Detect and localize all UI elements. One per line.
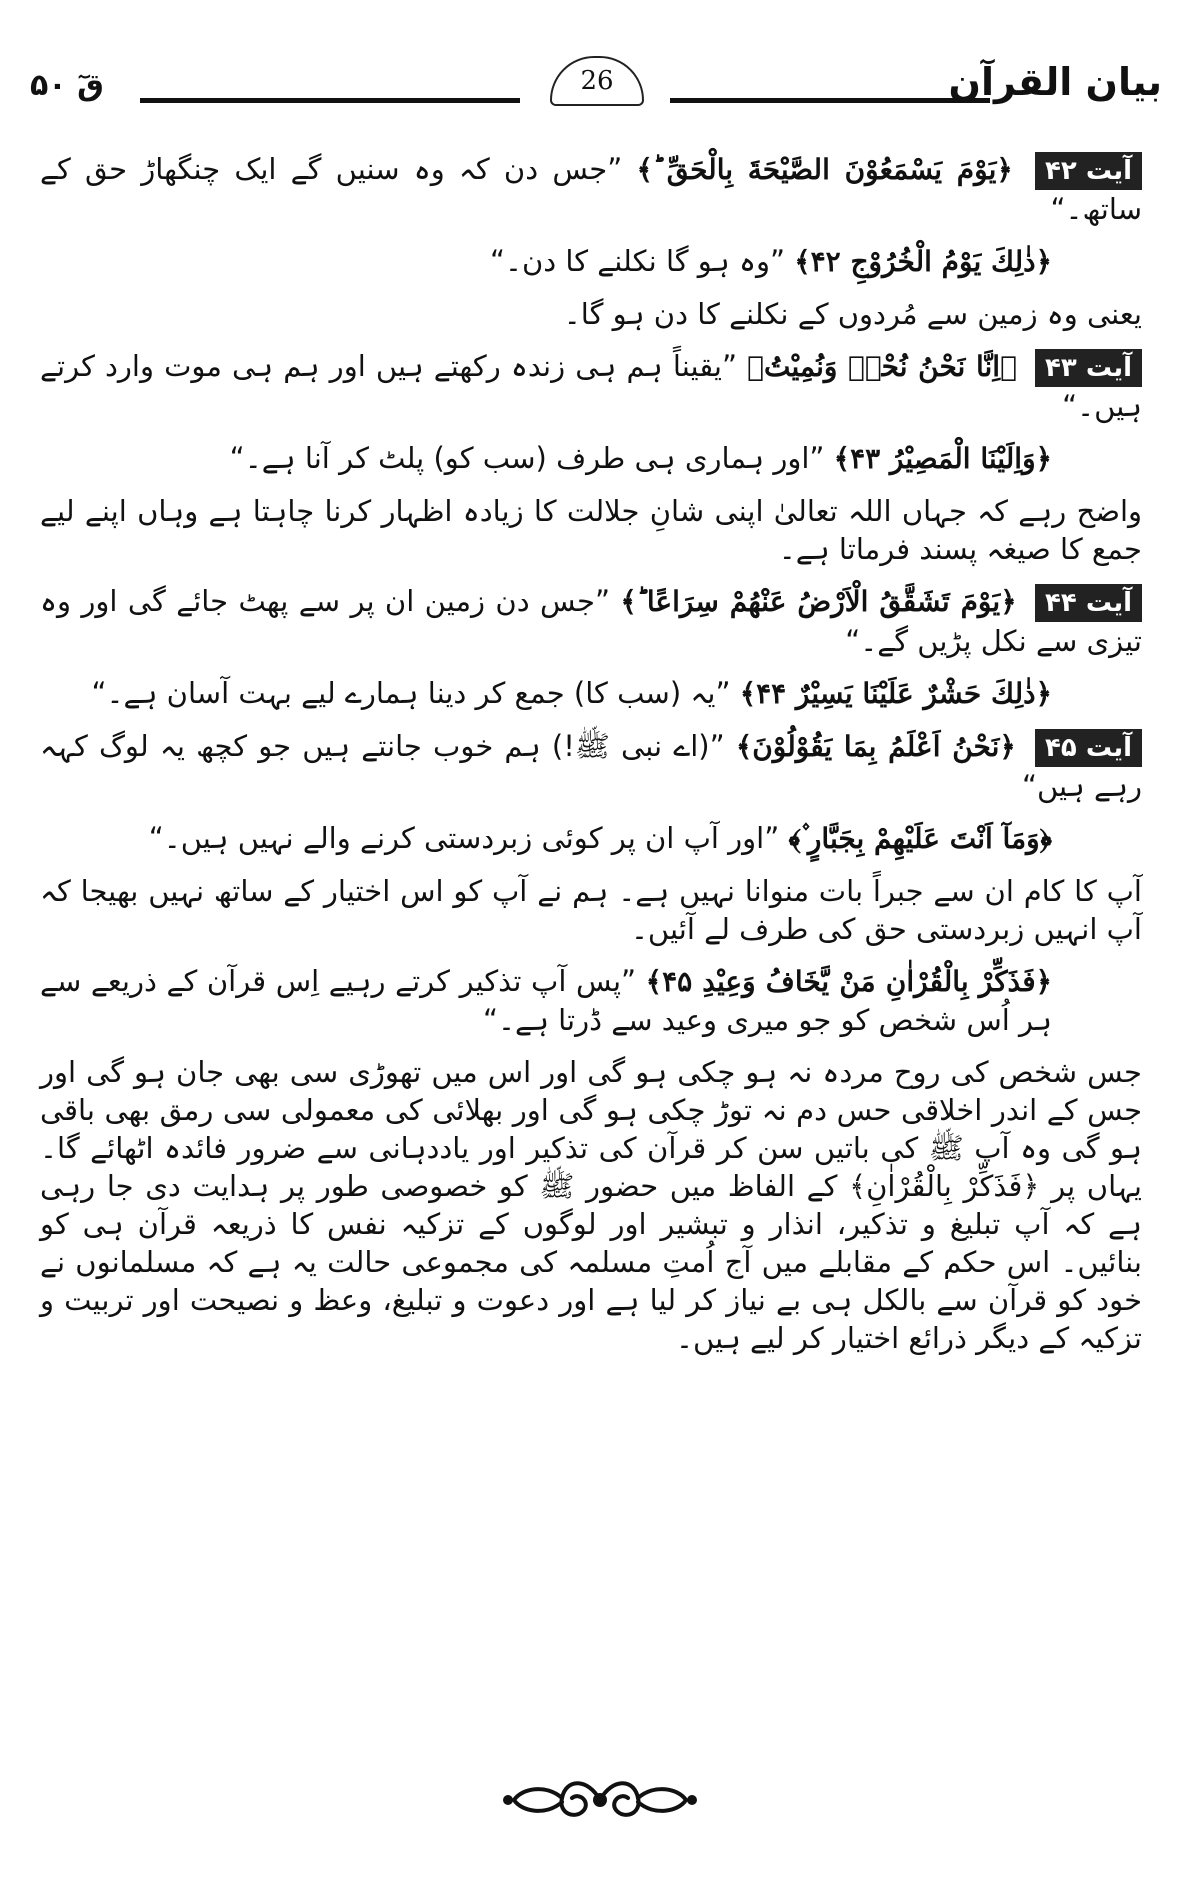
- urdu-translation: ”یقیناً ہم ہی زندہ رکھتے ہیں اور ہم ہی موت وارد کرتے ہیں۔“: [40, 349, 1142, 423]
- floral-ornament-icon: [500, 1768, 700, 1832]
- page-header: [30, 56, 1162, 116]
- ayah-42-line: [40, 150, 1142, 228]
- urdu-translation: ”جس دن کہ وہ سنیں گے ایک چنگھاڑ حق کے ساتھ۔“: [40, 152, 1142, 226]
- ayah-44-continuation: [40, 674, 1142, 713]
- ayah-label: آیت ۴۲: [1035, 152, 1142, 190]
- urdu-translation: ”اور آپ ان پر کوئی زبردستی کرنے والے نہیں ہیں۔“: [148, 821, 780, 855]
- arabic-verse: ﴿ذٰلِكَ يَوْمُ الْخُرُوْجِ ۴۲﴾: [794, 245, 1052, 278]
- ayah-label: آیت ۴۳: [1035, 349, 1142, 387]
- book-title: بیان القرآن: [948, 60, 1162, 104]
- urdu-translation: ”وہ ہو گا نکلنے کا دن۔“: [489, 244, 786, 278]
- arabic-verse: ﴿اِنَّا نَحْنُ نُحْيٖ وَنُمِيْتُ﴾: [747, 350, 1017, 383]
- ayah-label: آیت ۴۵: [1035, 729, 1142, 767]
- arabic-verse: ﴿ذٰلِكَ حَشْرٌ عَلَيْنَا يَسِيْرٌ ۴۴﴾: [739, 677, 1052, 710]
- urdu-translation: ”جس دن زمین ان پر سے پھٹ جائے گی اور وہ تیزی سے نکل پڑیں گے۔“: [40, 584, 1142, 658]
- page-number: 26: [550, 56, 644, 106]
- arabic-verse: ﴿وَمَآ اَنْتَ عَلَيْهِمْ بِجَبَّارٍ ۫﴾: [788, 822, 1052, 855]
- arabic-verse: ﴿فَذَكِّرْ بِالْقُرْاٰنِ مَنْ يَّخَافُ وَعِيْدِ ۴۵﴾: [645, 965, 1053, 998]
- ayah-44-line: [40, 582, 1142, 660]
- urdu-translation: ”اور ہماری ہی طرف (سب کو) پلٹ کر آنا ہے۔“: [229, 441, 825, 475]
- commentary: آپ کا کام ان سے جبراً بات منوانا نہیں ہے۔ ہم نے آپ کو اس اختیار کے ساتھ نہیں بھیجا کہ آپ انہیں زبردستی حق کی طرف لے آئیں۔: [40, 874, 1142, 946]
- page-content: [40, 150, 1142, 1371]
- commentary: واضح رہے کہ جہاں اللہ تعالیٰ اپنی شانِ جلالت کا زیادہ اظہار کرنا چاہتا ہے وہاں اپنے لیے جمع کا صیغہ پسند فرماتا ہے۔: [40, 494, 1142, 566]
- closing-paragraph: جس شخص کی روح مردہ نہ ہو چکی ہو گی اور اس میں تھوڑی سی بھی جان ہو گی اور جس کے اندر اخلاقی حس دم نہ توڑ چکی ہو گی اور بھلائی کی معمولی سی رمق بھی باقی ہو گی وہ آپ ﷺ کی باتیں سن کر قرآن کی تذکیر اور یاددہانی سے ضرور فائدہ اٹھائے گا۔ یہاں پر ﴿فَذَكِّرْ بِالْقُرْاٰنِ﴾ کے الفاظ میں حضور ﷺ کو خصوصی طور پر ہدایت دی جا رہی ہے کہ آپ تبلیغ و تذکیر، انذار و تبشیر اور لوگوں کے تزکیہ نفس کا ذریعہ قرآن ہی کو بنائیں۔ اس حکم کے مقابلے میں آج اُمتِ مسلمہ کی مجموعی حالت یہ ہے کہ مسلمانوں نے خود کو قرآن سے بالکل ہی بے نیاز کر لیا ہے اور دعوت و تبلیغ، وعظ و نصیحت اور تربیت و تزکیہ کے دیگر ذرائع اختیار کر لیے ہیں۔: [40, 1055, 1142, 1355]
- arabic-verse: ﴿يَوْمَ يَسْمَعُوْنَ الصَّيْحَةَ بِالْحَقِّ ؕ﴾: [636, 153, 1013, 186]
- commentary: یعنی وہ زمین سے مُردوں کے نکلنے کا دن ہو گا۔: [563, 297, 1142, 331]
- urdu-translation: ”یہ (سب کا) جمع کر دینا ہمارے لیے بہت آسان ہے۔“: [91, 676, 731, 710]
- urdu-translation: ”پس آپ تذکیر کرتے رہیے اِس قرآن کے ذریعے سے ہر اُس شخص کو جو میری وعید سے ڈرتا ہے۔“: [40, 964, 1052, 1037]
- urdu-translation: ”(اے نبی ﷺ!) ہم خوب جانتے ہیں جو کچھ یہ لوگ کہہ رہے ہیں“: [40, 729, 1142, 803]
- header-rule-right: [670, 98, 990, 103]
- arabic-verse: ﴿نَحْنُ اَعْلَمُ بِمَا يَقُوْلُوْنَ﴾: [735, 730, 1016, 763]
- ayah-43-line: [40, 347, 1142, 425]
- ayah-42-continuation: [40, 242, 1142, 281]
- header-rule-left: [140, 98, 520, 103]
- surah-label: قٓ ۵۰: [30, 68, 104, 103]
- arabic-verse: ﴿يَوْمَ تَشَقَّقُ الْاَرْضُ عَنْهُمْ سِرَاعًا ؕ﴾: [620, 585, 1017, 618]
- ayah-45-continuation: [40, 819, 1142, 858]
- ayah-45-line: [40, 727, 1142, 805]
- arabic-verse: ﴿وَاِلَيْنَا الْمَصِيْرُ ۴۳﴾: [833, 442, 1052, 475]
- ayah-43-continuation: [40, 439, 1142, 478]
- ayah-45-final-verse: [40, 962, 1142, 1039]
- ayah-label: آیت ۴۴: [1035, 584, 1142, 622]
